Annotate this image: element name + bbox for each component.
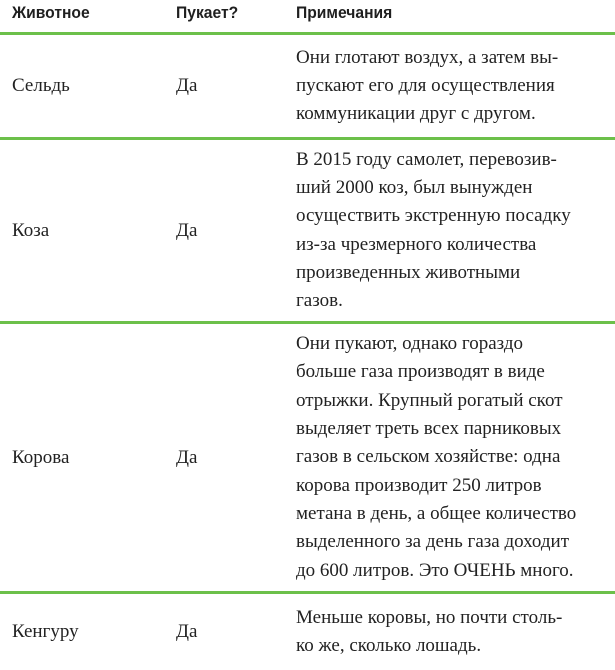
table-row (0, 35, 615, 137)
table-row (0, 594, 615, 670)
notes-cell: Они пукают, однако гораздо больше газа производят в виде отрыжки. Крупный рогатый скот выделяет треть всех парниковых газов в сельском хозяйстве: одна корова производит 250 литров метана в день, а общее количество выделенного за день газа доходит до 600 литров. Это ОЧЕНЬ много. (296, 333, 577, 581)
table-row (0, 140, 615, 321)
farts-cell: Да (176, 621, 198, 642)
animal-cell: Сельдь (12, 75, 70, 96)
farts-cell: Да (176, 219, 198, 241)
animal-cell: Корова (12, 446, 70, 468)
table-row (0, 324, 615, 591)
farts-cell: Да (176, 75, 198, 96)
header-farts: Пукает? (176, 3, 239, 22)
notes-cell: Меньше коровы, но почти столь- ко же, сколько лошадь. (296, 606, 563, 656)
header-animal: Животное (12, 3, 90, 22)
farts-cell: Да (176, 446, 198, 468)
notes-cell: Они глотают воздух, а затем вы- пускают его для осуществления коммуникации друг с другом. (296, 46, 559, 125)
table-header (0, 0, 615, 31)
animal-cell: Коза (12, 219, 50, 241)
header-notes: Примечания (296, 3, 393, 22)
notes-cell: В 2015 году самолет, перевозив- ший 2000 коз, был вынужден осуществить экстренную посадку из-за чрезмерного количества произведенных животными газов. (296, 148, 571, 312)
animal-cell: Кенгуру (12, 621, 79, 642)
